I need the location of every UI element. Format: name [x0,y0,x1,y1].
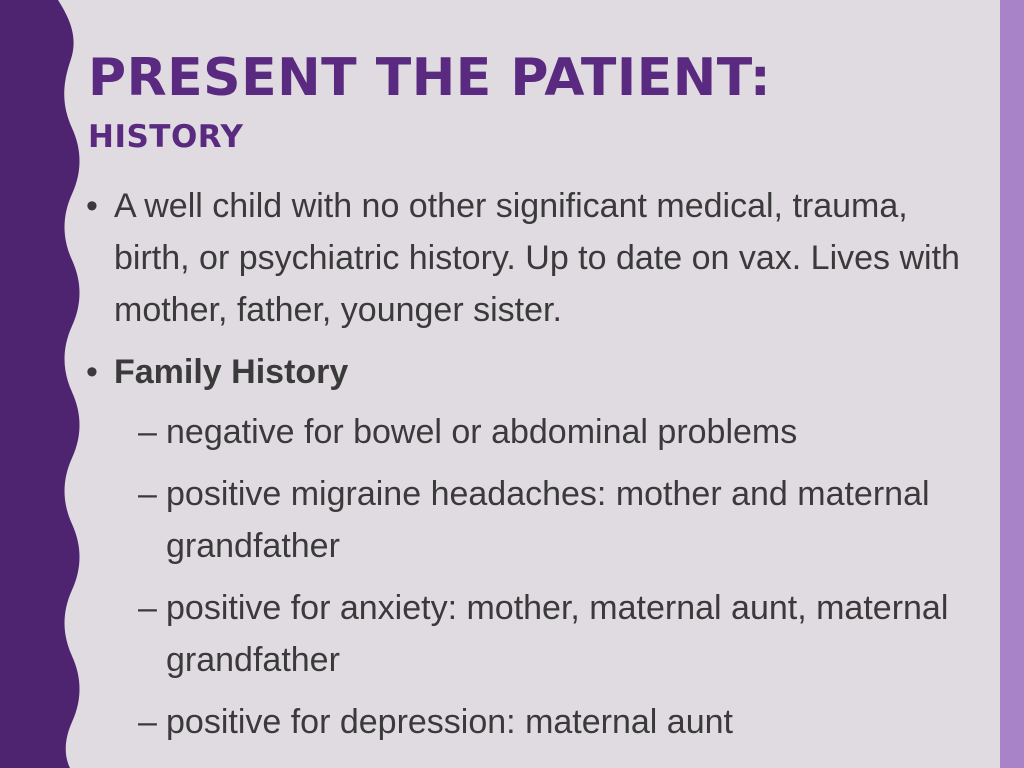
family-history-item [86,582,986,686]
dash-marker: – [138,589,157,627]
slide-title: PRESENT THE PATIENT: [88,48,772,108]
family-history-text: positive for anxiety: mother, maternal aunt, maternal grandfather [166,589,949,679]
slide-content [86,180,986,758]
bullet-marker: • [86,187,98,225]
dash-marker: – [138,413,157,451]
right-accent-stripe [1000,0,1024,768]
family-history-text: positive migraine headaches: mother and maternal grandfather [166,475,930,565]
bullet-text: A well child with no other significant medical, trauma, birth, or psychiatric history. Up to date on vax. Lives with mother, father, younger sister. [114,187,960,329]
family-history-item [86,468,986,572]
bullet-text: Family History [114,353,349,391]
bullet-item-family-history [86,346,986,398]
family-history-item [86,406,986,458]
family-history-item [86,696,986,748]
wavy-side-bar [0,0,90,768]
dash-marker: – [138,703,157,741]
bullet-marker: • [86,353,98,391]
bullet-item-background [86,180,986,336]
dash-marker: – [138,475,157,513]
family-history-text: negative for bowel or abdominal problems [166,413,798,451]
wavy-bar-shape [0,0,80,768]
family-history-text: positive for depression: maternal aunt [166,703,733,741]
slide-subtitle: HISTORY [88,119,244,155]
